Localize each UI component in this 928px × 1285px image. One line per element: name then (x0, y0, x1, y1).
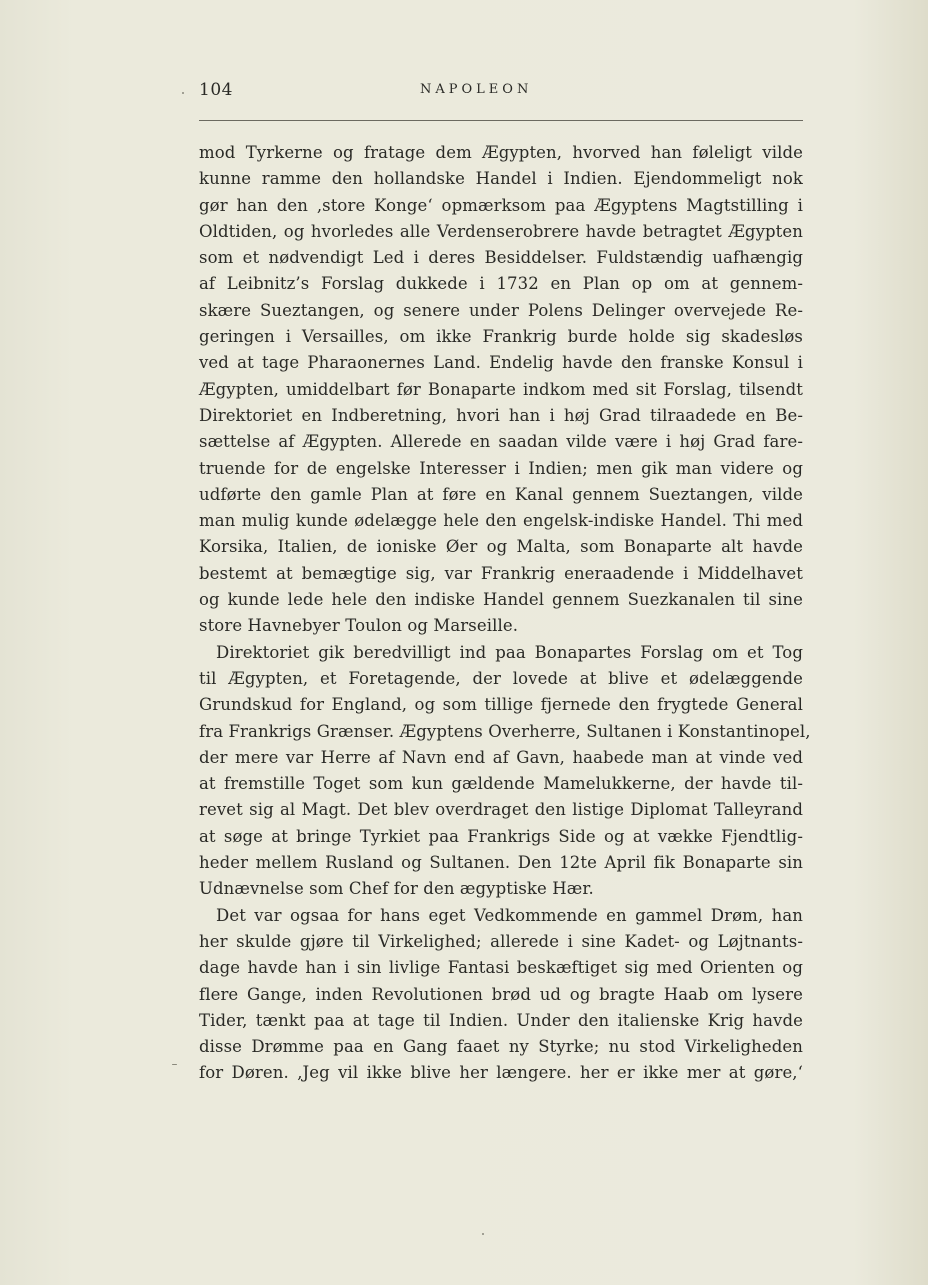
text-line: at fremstille Toget som kun gældende Mamelukkerne, der havde til- (199, 774, 803, 794)
text-line: store Havnebyer Toulon og Marseille. (199, 616, 519, 636)
text-line: revet sig al Magt. Det blev overdraget den listige Diplomat Talleyrand (199, 800, 803, 820)
paragraph-3 (199, 903, 803, 1087)
text-line: at søge at bringe Tyrkiet paa Frankrigs Side og at vække Fjendtlig- (199, 826, 803, 846)
text-line: man mulig kunde ødelægge hele den engelsk-indiske Handel. Thi med (199, 511, 803, 531)
paragraph-2 (199, 640, 811, 903)
text-line: Direktoriet gik beredvilligt ind paa Bonapartes Forslag om et Tog (216, 642, 803, 662)
text-line: geringen i Versailles, om ikke Frankrig burde holde sig skadesløs (199, 327, 803, 347)
text-line: Korsika, Italien, de ioniske Øer og Malta, som Bonaparte alt havde (199, 537, 803, 557)
text-line: Det var ogsaa for hans eget Vedkommende en gammel Drøm, han (216, 905, 803, 925)
text-line: gør han den ‚store Konge‘ opmærksom paa Ægyptens Magtstilling i (199, 195, 803, 215)
text-line: Tider, tænkt paa at tage til Indien. Under den italienske Krig havde (199, 1010, 803, 1030)
text-line: Udnævnelse som Chef for den ægyptiske Hær. (199, 879, 594, 899)
text-line: ved at tage Pharaonernes Land. Endelig havde den franske Konsul i (199, 353, 803, 373)
text-line: bestemt at bemægtige sig, var Frankrig eneraadende i Middelhavet (199, 563, 803, 583)
text-line: som et nødvendigt Led i deres Besiddelser. Fuldstændig uafhængig (199, 248, 803, 268)
scan-speck (172, 1064, 177, 1065)
body-text (199, 140, 811, 1087)
text-line: udførte den gamle Plan at føre en Kanal gennem Sueztangen, vilde (199, 484, 803, 504)
text-line: dage havde han i sin livlige Fantasi beskæftiget sig med Orienten og (199, 958, 803, 978)
text-line: til Ægypten, et Foretagende, der lovede at blive et ødelæggende (199, 668, 803, 688)
text-line: mod Tyrkerne og fratage dem Ægypten, hvorved han føleligt vilde (199, 143, 803, 162)
text-line: kunne ramme den hollandske Handel i Indien. Ejendommeligt nok (199, 169, 803, 189)
text-line: disse Drømme paa en Gang faaet ny Styrke; nu stod Virkeligheden (199, 1037, 803, 1057)
text-line: Direktoriet en Indberetning, hvori han i høj Grad tilraadede en Be- (199, 405, 803, 425)
scan-speck (182, 92, 184, 94)
header-rule (199, 120, 803, 121)
text-line: flere Gange, inden Revolutionen brød ud og bragte Haab om lysere (199, 984, 803, 1004)
text-line: Grundskud for England, og som tillige fjernede den frygtede General (199, 695, 803, 715)
running-title: NAPOLEON (420, 82, 533, 97)
text-line: sættelse af Ægypten. Allerede en saadan vilde være i høj Grad fare- (199, 432, 803, 452)
scan-speck (482, 1233, 484, 1235)
text-line: Oldtiden, og hvorledes alle Verdenserobrere havde betragtet Ægypten (199, 221, 803, 241)
text-line: skære Sueztangen, og senere under Polens Delinger overvejede Re- (199, 300, 803, 320)
page-number: 104 (199, 80, 233, 100)
text-line: og kunde lede hele den indiske Handel gennem Suezkanalen til sine (199, 590, 803, 610)
text-line: af Leibnitz’s Forslag dukkede i 1732 en Plan op om at gennem- (199, 274, 803, 294)
text-line: for Døren. ‚Jeg vil ikke blive her længere. her er ikke mer at gøre,‘ (199, 1063, 803, 1083)
paragraph-1 (199, 140, 803, 640)
text-line: der mere var Herre af Navn end af Gavn, haabede man at vinde ved (199, 747, 803, 767)
text-line: Ægypten, umiddelbart før Bonaparte indkom med sit Forslag, tilsendt (199, 379, 803, 399)
text-line: her skulde gjøre til Virkelighed; allerede i sine Kadet- og Løjtnants- (199, 931, 803, 951)
text-line: heder mellem Rusland og Sultanen. Den 12te April fik Bonaparte sin (199, 853, 803, 873)
text-line: fra Frankrigs Grænser. Ægyptens Overherre, Sultanen i Konstantinopel, (199, 721, 811, 741)
text-line: truende for de engelske Interesser i Indien; men gik man videre og (199, 458, 803, 478)
